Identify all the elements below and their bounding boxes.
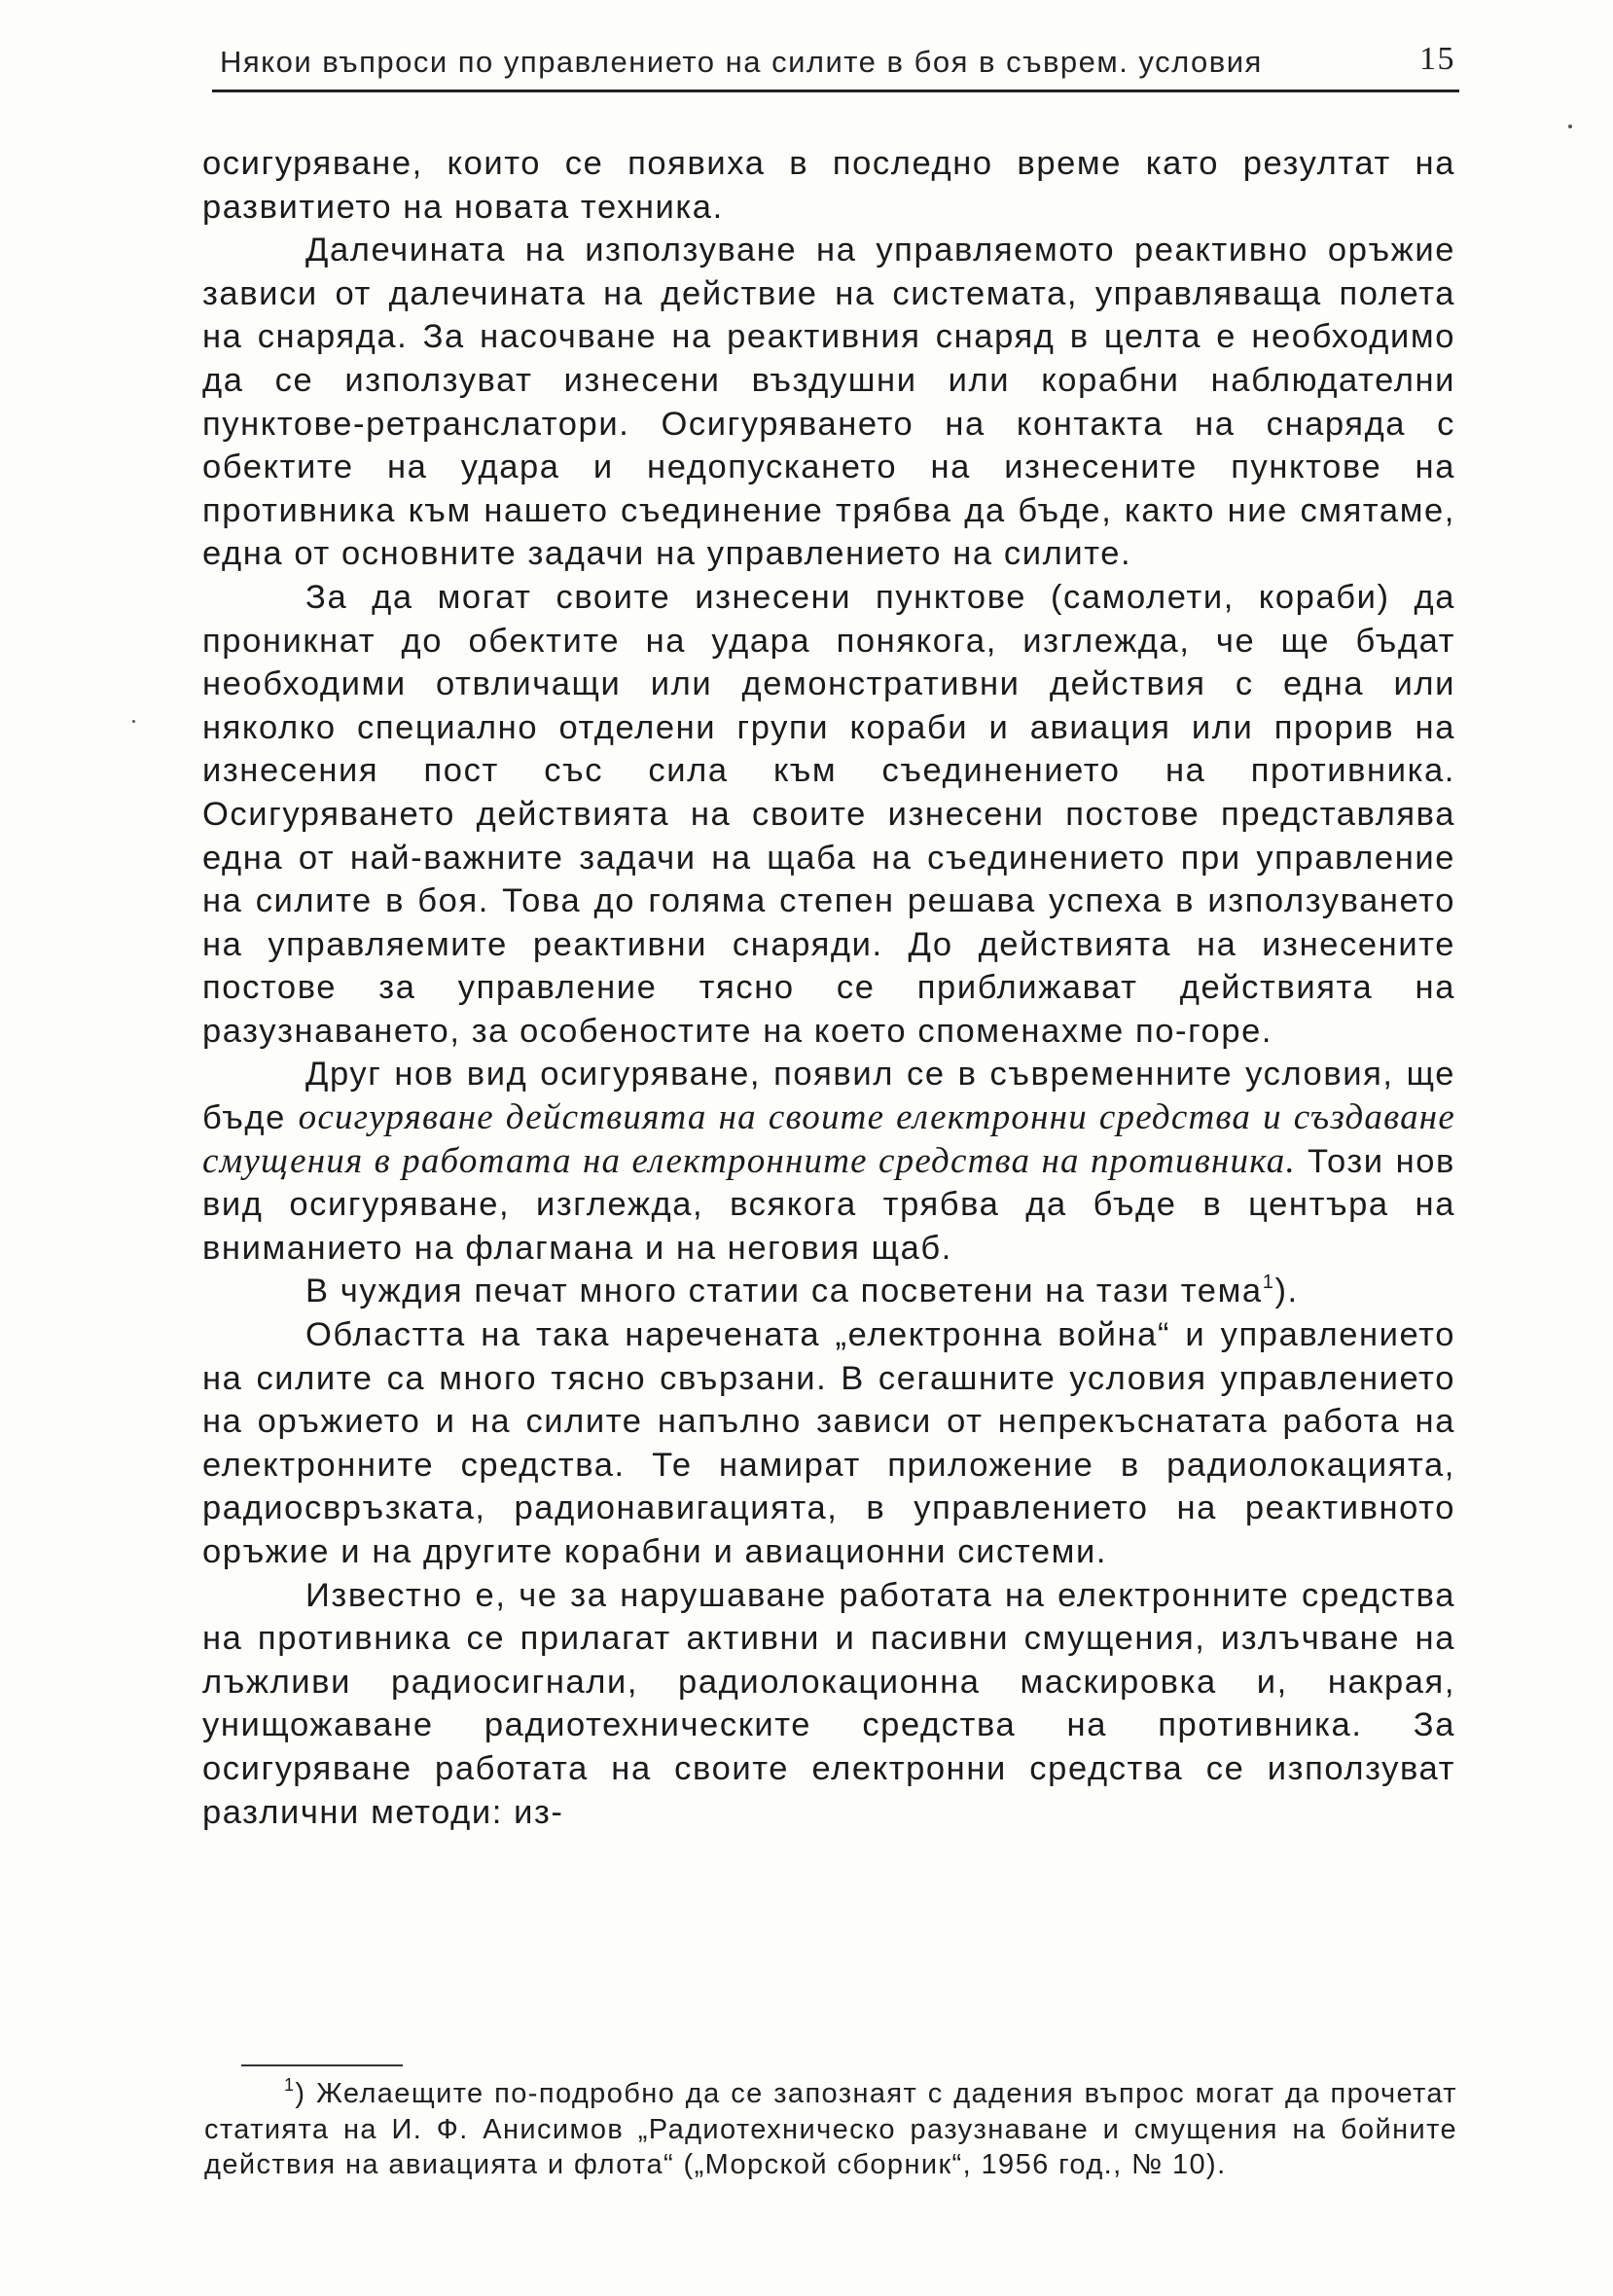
scan-speck bbox=[132, 720, 135, 723]
footnote-body: ) Желаещите по-подробно да се запознаят с дадения въпрос могат да прочетат статията на И. Ф. Анисимов „Радиотехническо разузнаване и смущения на бойните действия на авиацията и флота“ („Морской сборник“, 1956 год., № 10). bbox=[204, 2078, 1457, 2180]
paragraph-4 bbox=[202, 1053, 1455, 1270]
running-title: Някои въпроси по управлението на силите в боя в съврем. условия bbox=[220, 45, 1263, 79]
paragraph-4-end: Този нов вид осигуряване, изглежда, всякога трябва да бъде в центъра на вниманието на флагмана и на неговия щаб. bbox=[202, 1142, 1455, 1267]
paragraph-4-start: Друг нов вид осигуряване, появил се в съвременните условия, ще бъде bbox=[202, 1056, 1455, 1137]
footnote bbox=[204, 2076, 1457, 2183]
paragraph-2: Далечината на използуване на управляемото реактивно оръжие зависи от далечината на действие на системата, управляваща полета на снаряда. За насочване на реактивния снаряд в целта е необходимо да се използуват изнесени въздушни или корабни наблюдателни пунктове-ретранслатори. Осигуряването на контакта на снаряда с обектите на удара и недопускането на изнесените пунктове на противника към нашето съединение трябва да бъде, както ние смятаме, една от основните задачи на управлението на силите. bbox=[202, 232, 1455, 573]
paragraph-3: За да могат своите изнесени пунктове (самолети, кораби) да проникнат до обектите на удара понякога, изглежда, че ще бъдат необходими отвличащи или демонстративни действия с една или няколко специално отделени групи кораби и авиация или прорив на изнесения пост със сила към съединението на противника. Осигуряването действията на своите изнесени постове представлява една от най-важните задачи на щаба на съединението при управление на силите в боя. Това до голяма степен решава успеха в използуването на управляемите реактивни снаряди. До действията на изнесените постове за управление тясно се приближават действията на разузнаването, за особеностите на което споменахме по-горе. bbox=[202, 578, 1455, 1050]
scan-speck bbox=[1568, 125, 1572, 128]
paragraph-5 bbox=[202, 1270, 1455, 1313]
footnote-text bbox=[204, 2076, 1457, 2183]
paragraph-5-end: ). bbox=[1274, 1273, 1299, 1310]
body-text bbox=[202, 142, 1455, 1834]
footnote-reference: 1 bbox=[1262, 1272, 1275, 1294]
paragraph-7: Известно е, че за нарушаване работата на електронните средства на противника се прилагат активни и пасивни смущения, излъчване на лъжливи радиосигнали, радиолокационна маскировка и, накрая, унищожаване радиотехническите средства на противника. За осигуряване работата на своите електронни средства се използуват различни методи: из- bbox=[202, 1576, 1455, 1831]
running-head bbox=[212, 41, 1455, 95]
paragraph-1: осигуряване, които се появиха в последно време като резултат на развитието на новата техника. bbox=[202, 145, 1455, 226]
footnote-rule bbox=[241, 2064, 403, 2066]
footnote-mark: 1 bbox=[284, 2075, 296, 2095]
paragraph-5-text: В чуждия печат много статии са посветени на тази тема bbox=[305, 1273, 1263, 1310]
page-number: 15 bbox=[1419, 41, 1455, 77]
paragraph-4-italic: осигуряване действията на своите електронни средства и създаване смущения в работата на електронните средства на противника. bbox=[202, 1097, 1455, 1181]
header-rule bbox=[212, 90, 1459, 92]
paragraph-6: Областта на така наречената „електронна война“ и управлението на силите са много тясно свързани. В сегашните условия управлението на оръжието и на силите напълно зависи от непрекъснатата работа на електронните средства. Те намират приложение в радиолокацията, радиосвръзката, радионавигацията, в управлението на реактивното оръжие и на другите корабни и авиационни системи. bbox=[202, 1316, 1455, 1570]
